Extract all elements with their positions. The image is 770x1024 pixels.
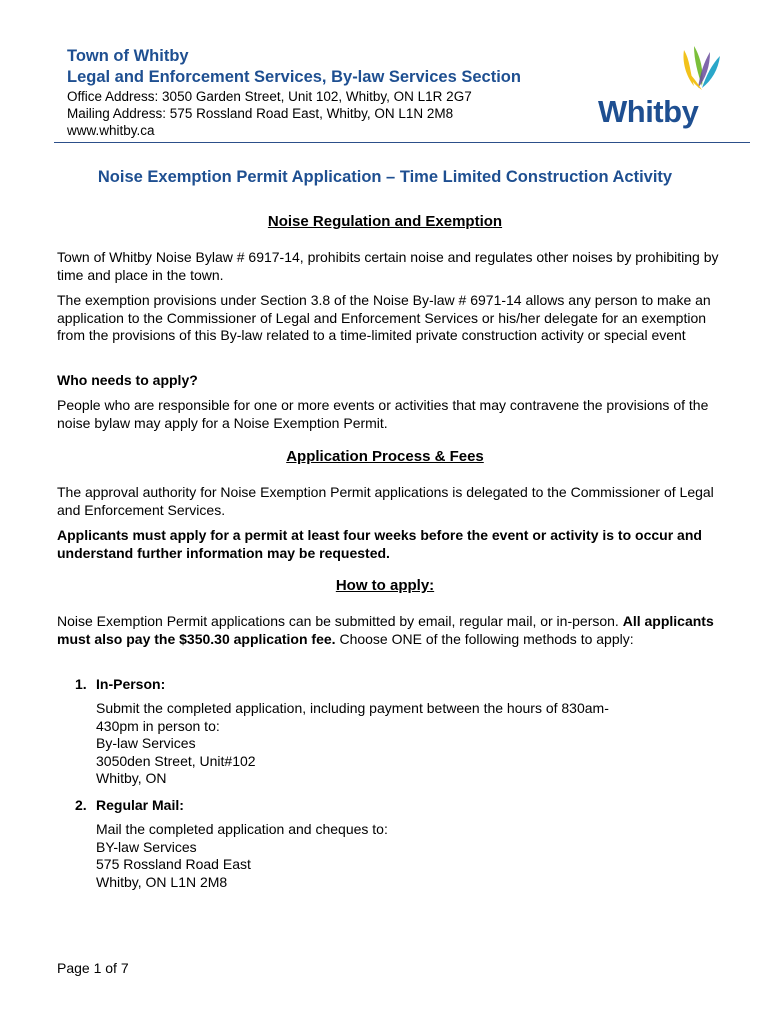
- list-line: 430pm in person to:: [96, 717, 220, 734]
- list-item-number: 2.: [75, 797, 87, 813]
- page-number: Page 1 of 7: [57, 960, 129, 976]
- website-link[interactable]: www.whitby.ca: [67, 123, 155, 138]
- list-item-in-person-title: In-Person:: [96, 676, 166, 692]
- org-name: Town of Whitby: [67, 47, 189, 65]
- org-department: Legal and Enforcement Services, By-law Services Section: [67, 68, 521, 86]
- who-paragraph: People who are responsible for one or more events or activities that may contravene the provisions of the noise bylaw may apply for a Noise Exemption Permit.: [57, 397, 709, 431]
- header-divider: [54, 142, 750, 143]
- list-item-in-person-body: [96, 700, 696, 788]
- leaf-logo-icon: [598, 42, 722, 102]
- deadline-notice: Applicants must apply for a permit at least four weeks before the event or activity is to occur and understand further information may be requested.: [57, 527, 702, 561]
- list-line: 3050den Street, Unit#102: [96, 752, 256, 769]
- intro-text: Noise Exemption Permit applications can be submitted by email, regular mail, or in-person.: [57, 613, 623, 629]
- list-item-regular-mail-body: [96, 821, 696, 891]
- who-heading: Who needs to apply?: [57, 372, 198, 388]
- list-line: Whitby, ON: [96, 770, 167, 786]
- section-heading-how-to-apply: How to apply:: [335, 577, 435, 594]
- list-line: BY-law Services: [96, 838, 197, 855]
- section-heading-noise-regulation: Noise Regulation and Exemption: [267, 213, 503, 230]
- page-title: Noise Exemption Permit Application – Time Limited Construction Activity: [97, 168, 673, 186]
- mailing-address: Mailing Address: 575 Rossland Road East, Whitby, ON L1N 2M8: [67, 106, 454, 121]
- logo-wordmark: Whitby: [598, 94, 699, 129]
- list-item-number: 1.: [75, 676, 87, 692]
- list-item-regular-mail-title: Regular Mail:: [96, 797, 184, 813]
- office-address: Office Address: 3050 Garden Street, Unit 102, Whitby, ON L1R 2G7: [67, 89, 472, 104]
- how-to-apply-paragraph: [57, 613, 727, 648]
- whitby-logo: [598, 42, 722, 136]
- list-line: Mail the completed application and cheques to:: [96, 821, 388, 837]
- approval-paragraph: The approval authority for Noise Exemption Permit applications is delegated to the Commissioner of Legal and Enforcement Services.: [57, 484, 714, 518]
- exemption-paragraph: The exemption provisions under Section 3.8 of the Noise By-law # 6971-14 allows any person to make an application to the Commissioner of Legal and Enforcement Services or his/her delegate for an exemption from the provisions of this By-law related to a time-limited private construction activity or special event: [57, 292, 711, 343]
- fee-notice: All applicants must also pay the $350.30 application fee.: [57, 613, 714, 647]
- list-line: Whitby, ON L1N 2M8: [96, 873, 228, 890]
- list-line: Submit the completed application, including payment between the hours of 830am-: [96, 700, 609, 716]
- section-heading-application-process: Application Process & Fees: [286, 448, 484, 465]
- bylaw-paragraph: Town of Whitby Noise Bylaw # 6917-14, prohibits certain noise and regulates other noises by prohibiting by time and place in the town.: [57, 249, 719, 283]
- list-line: 575 Rossland Road East: [96, 856, 251, 872]
- list-line: By-law Services: [96, 735, 196, 751]
- intro-text-end: Choose ONE of the following methods to apply:: [335, 630, 634, 647]
